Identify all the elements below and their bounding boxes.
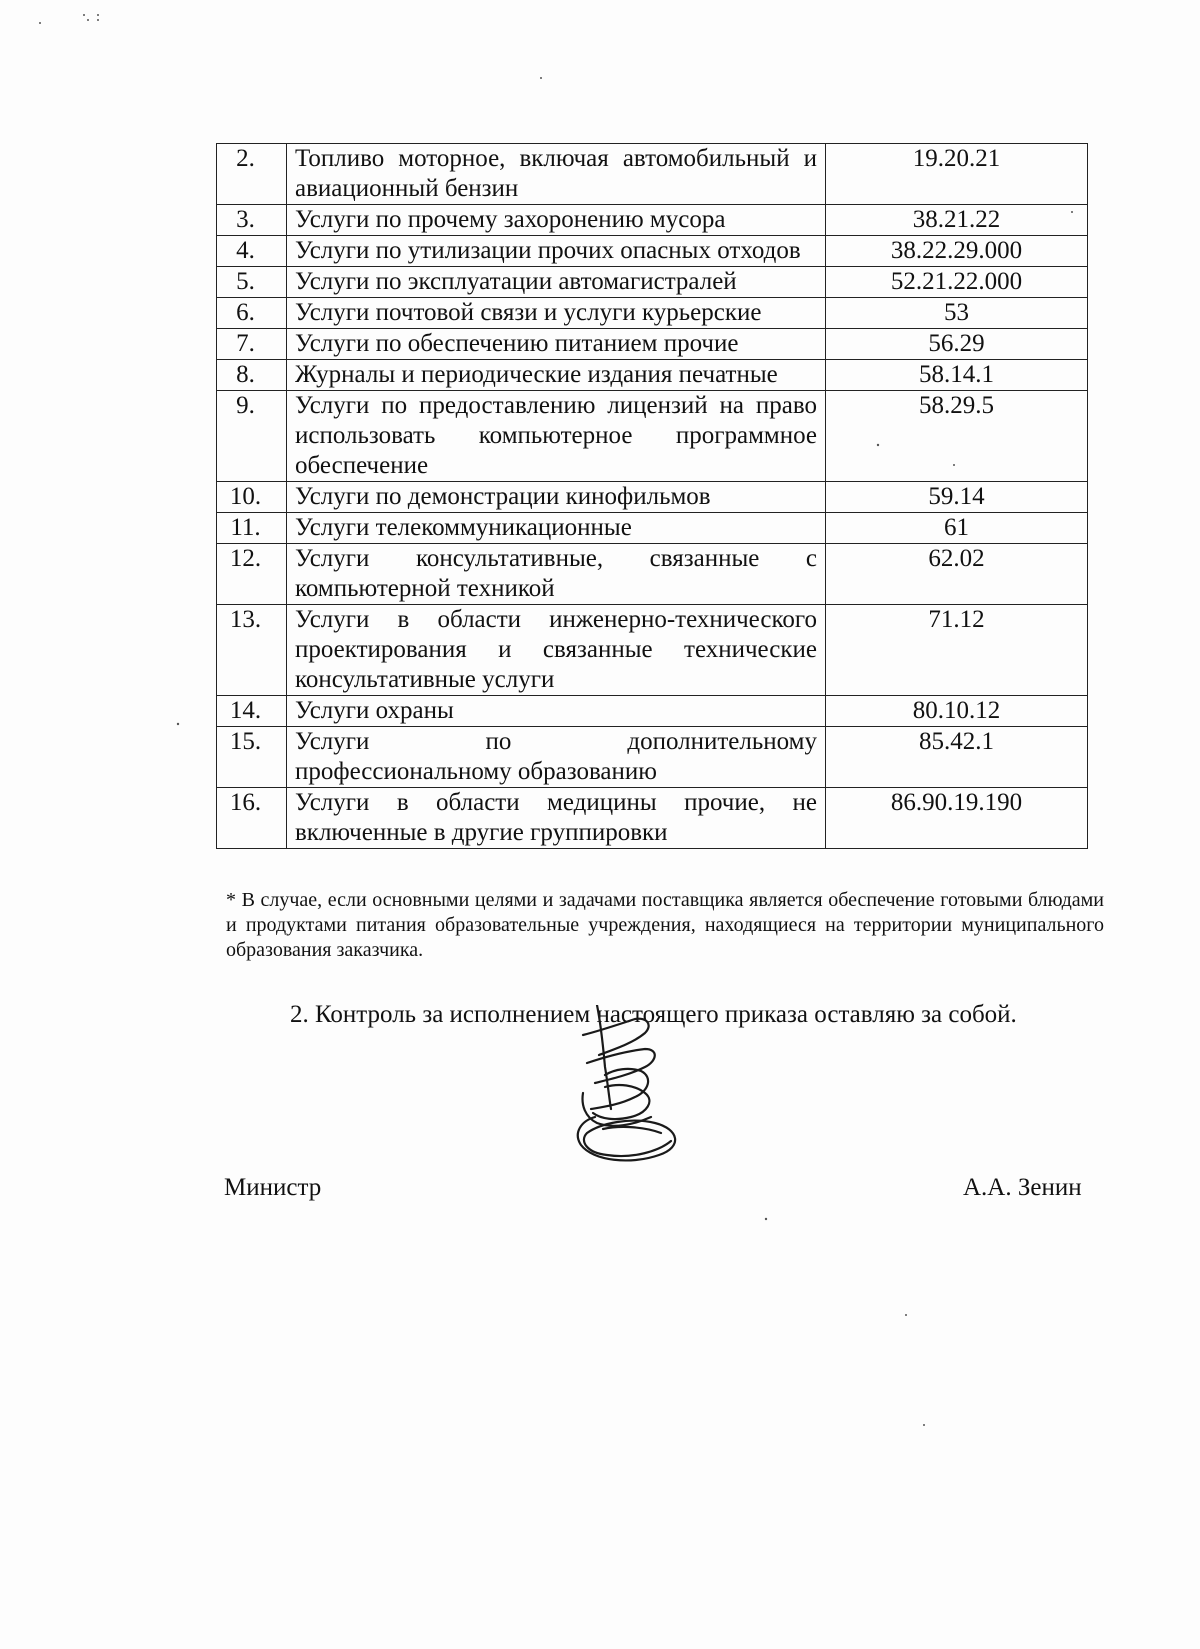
row-number: 8. xyxy=(217,360,287,391)
service-name: Услуги по обеспечению питанием прочие xyxy=(287,329,826,360)
okpd-code: 52.21.22.000 xyxy=(826,267,1088,298)
table-row xyxy=(217,236,1088,267)
row-number: 11. xyxy=(217,513,287,544)
okpd-code: 58.14.1 xyxy=(826,360,1088,391)
codes-table-body xyxy=(217,144,1088,849)
okpd-code: 71.12 xyxy=(826,605,1088,696)
okpd-code: 53 xyxy=(826,298,1088,329)
service-name: Топливо моторное, включая автомобильный и авиационный бензин xyxy=(287,144,826,205)
row-number: 16. xyxy=(217,788,287,849)
row-number: 14. xyxy=(217,696,287,727)
table-row xyxy=(217,482,1088,513)
table-row xyxy=(217,298,1088,329)
row-number: 5. xyxy=(217,267,287,298)
row-number: 12. xyxy=(217,544,287,605)
row-number: 13. xyxy=(217,605,287,696)
service-name: Услуги в области инженерно-технического проектирования и связанные технические консультативные услуги xyxy=(287,605,826,696)
table-row xyxy=(217,696,1088,727)
service-name: Журналы и периодические издания печатные xyxy=(287,360,826,391)
table-row xyxy=(217,205,1088,236)
table-row xyxy=(217,360,1088,391)
service-name: Услуги по эксплуатации автомагистралей xyxy=(287,267,826,298)
row-number: 9. xyxy=(217,391,287,482)
table-row xyxy=(217,727,1088,788)
table-row xyxy=(217,267,1088,298)
row-number: 10. xyxy=(217,482,287,513)
service-name: Услуги по предоставлению лицензий на право использовать компьютерное программное обеспечение xyxy=(287,391,826,482)
service-name: Услуги по утилизации прочих опасных отходов xyxy=(287,236,826,267)
control-clause: 2. Контроль за исполнением настоящего приказа оставляю за собой. xyxy=(290,1001,1017,1028)
handwritten-signature xyxy=(575,1005,720,1225)
service-name: Услуги в области медицины прочие, не включенные в другие группировки xyxy=(287,788,826,849)
okpd-code: 62.02 xyxy=(826,544,1088,605)
table-row xyxy=(217,788,1088,849)
signatory-name: А.А. Зенин xyxy=(963,1174,1082,1201)
okpd-code: 80.10.12 xyxy=(826,696,1088,727)
okpd-code: 61 xyxy=(826,513,1088,544)
row-number: 4. xyxy=(217,236,287,267)
okpd-code: 19.20.21 xyxy=(826,144,1088,205)
service-name: Услуги по дополнительному профессиональному образованию xyxy=(287,727,826,788)
service-name: Услуги почтовой связи и услуги курьерские xyxy=(287,298,826,329)
okpd-code: 38.22.29.000 xyxy=(826,236,1088,267)
table-row xyxy=(217,329,1088,360)
row-number: 2. xyxy=(217,144,287,205)
okpd-code: 58.29.5 xyxy=(826,391,1088,482)
row-number: 7. xyxy=(217,329,287,360)
table-row xyxy=(217,605,1088,696)
signatory-position: Министр xyxy=(224,1174,322,1201)
table-row xyxy=(217,144,1088,205)
table-row xyxy=(217,391,1088,482)
service-name: Услуги по прочему захоронению мусора xyxy=(287,205,826,236)
okpd-code: 38.21.22 xyxy=(826,205,1088,236)
okpd-code: 85.42.1 xyxy=(826,727,1088,788)
row-number: 15. xyxy=(217,727,287,788)
codes-table xyxy=(216,143,1088,849)
okpd-code: 56.29 xyxy=(826,329,1088,360)
footnote: * В случае, если основными целями и задачами поставщика является обеспечение готовыми блюдами и продуктами питания образовательные учреждения, находящиеся на территории муниципального образования заказчика. xyxy=(226,889,1104,961)
service-name: Услуги консультативные, связанные с компьютерной техникой xyxy=(287,544,826,605)
row-number: 3. xyxy=(217,205,287,236)
service-name: Услуги охраны xyxy=(287,696,826,727)
service-name: Услуги по демонстрации кинофильмов xyxy=(287,482,826,513)
table-row xyxy=(217,544,1088,605)
okpd-code: 59.14 xyxy=(826,482,1088,513)
table-row xyxy=(217,513,1088,544)
row-number: 6. xyxy=(217,298,287,329)
okpd-code: 86.90.19.190 xyxy=(826,788,1088,849)
service-name: Услуги телекоммуникационные xyxy=(287,513,826,544)
